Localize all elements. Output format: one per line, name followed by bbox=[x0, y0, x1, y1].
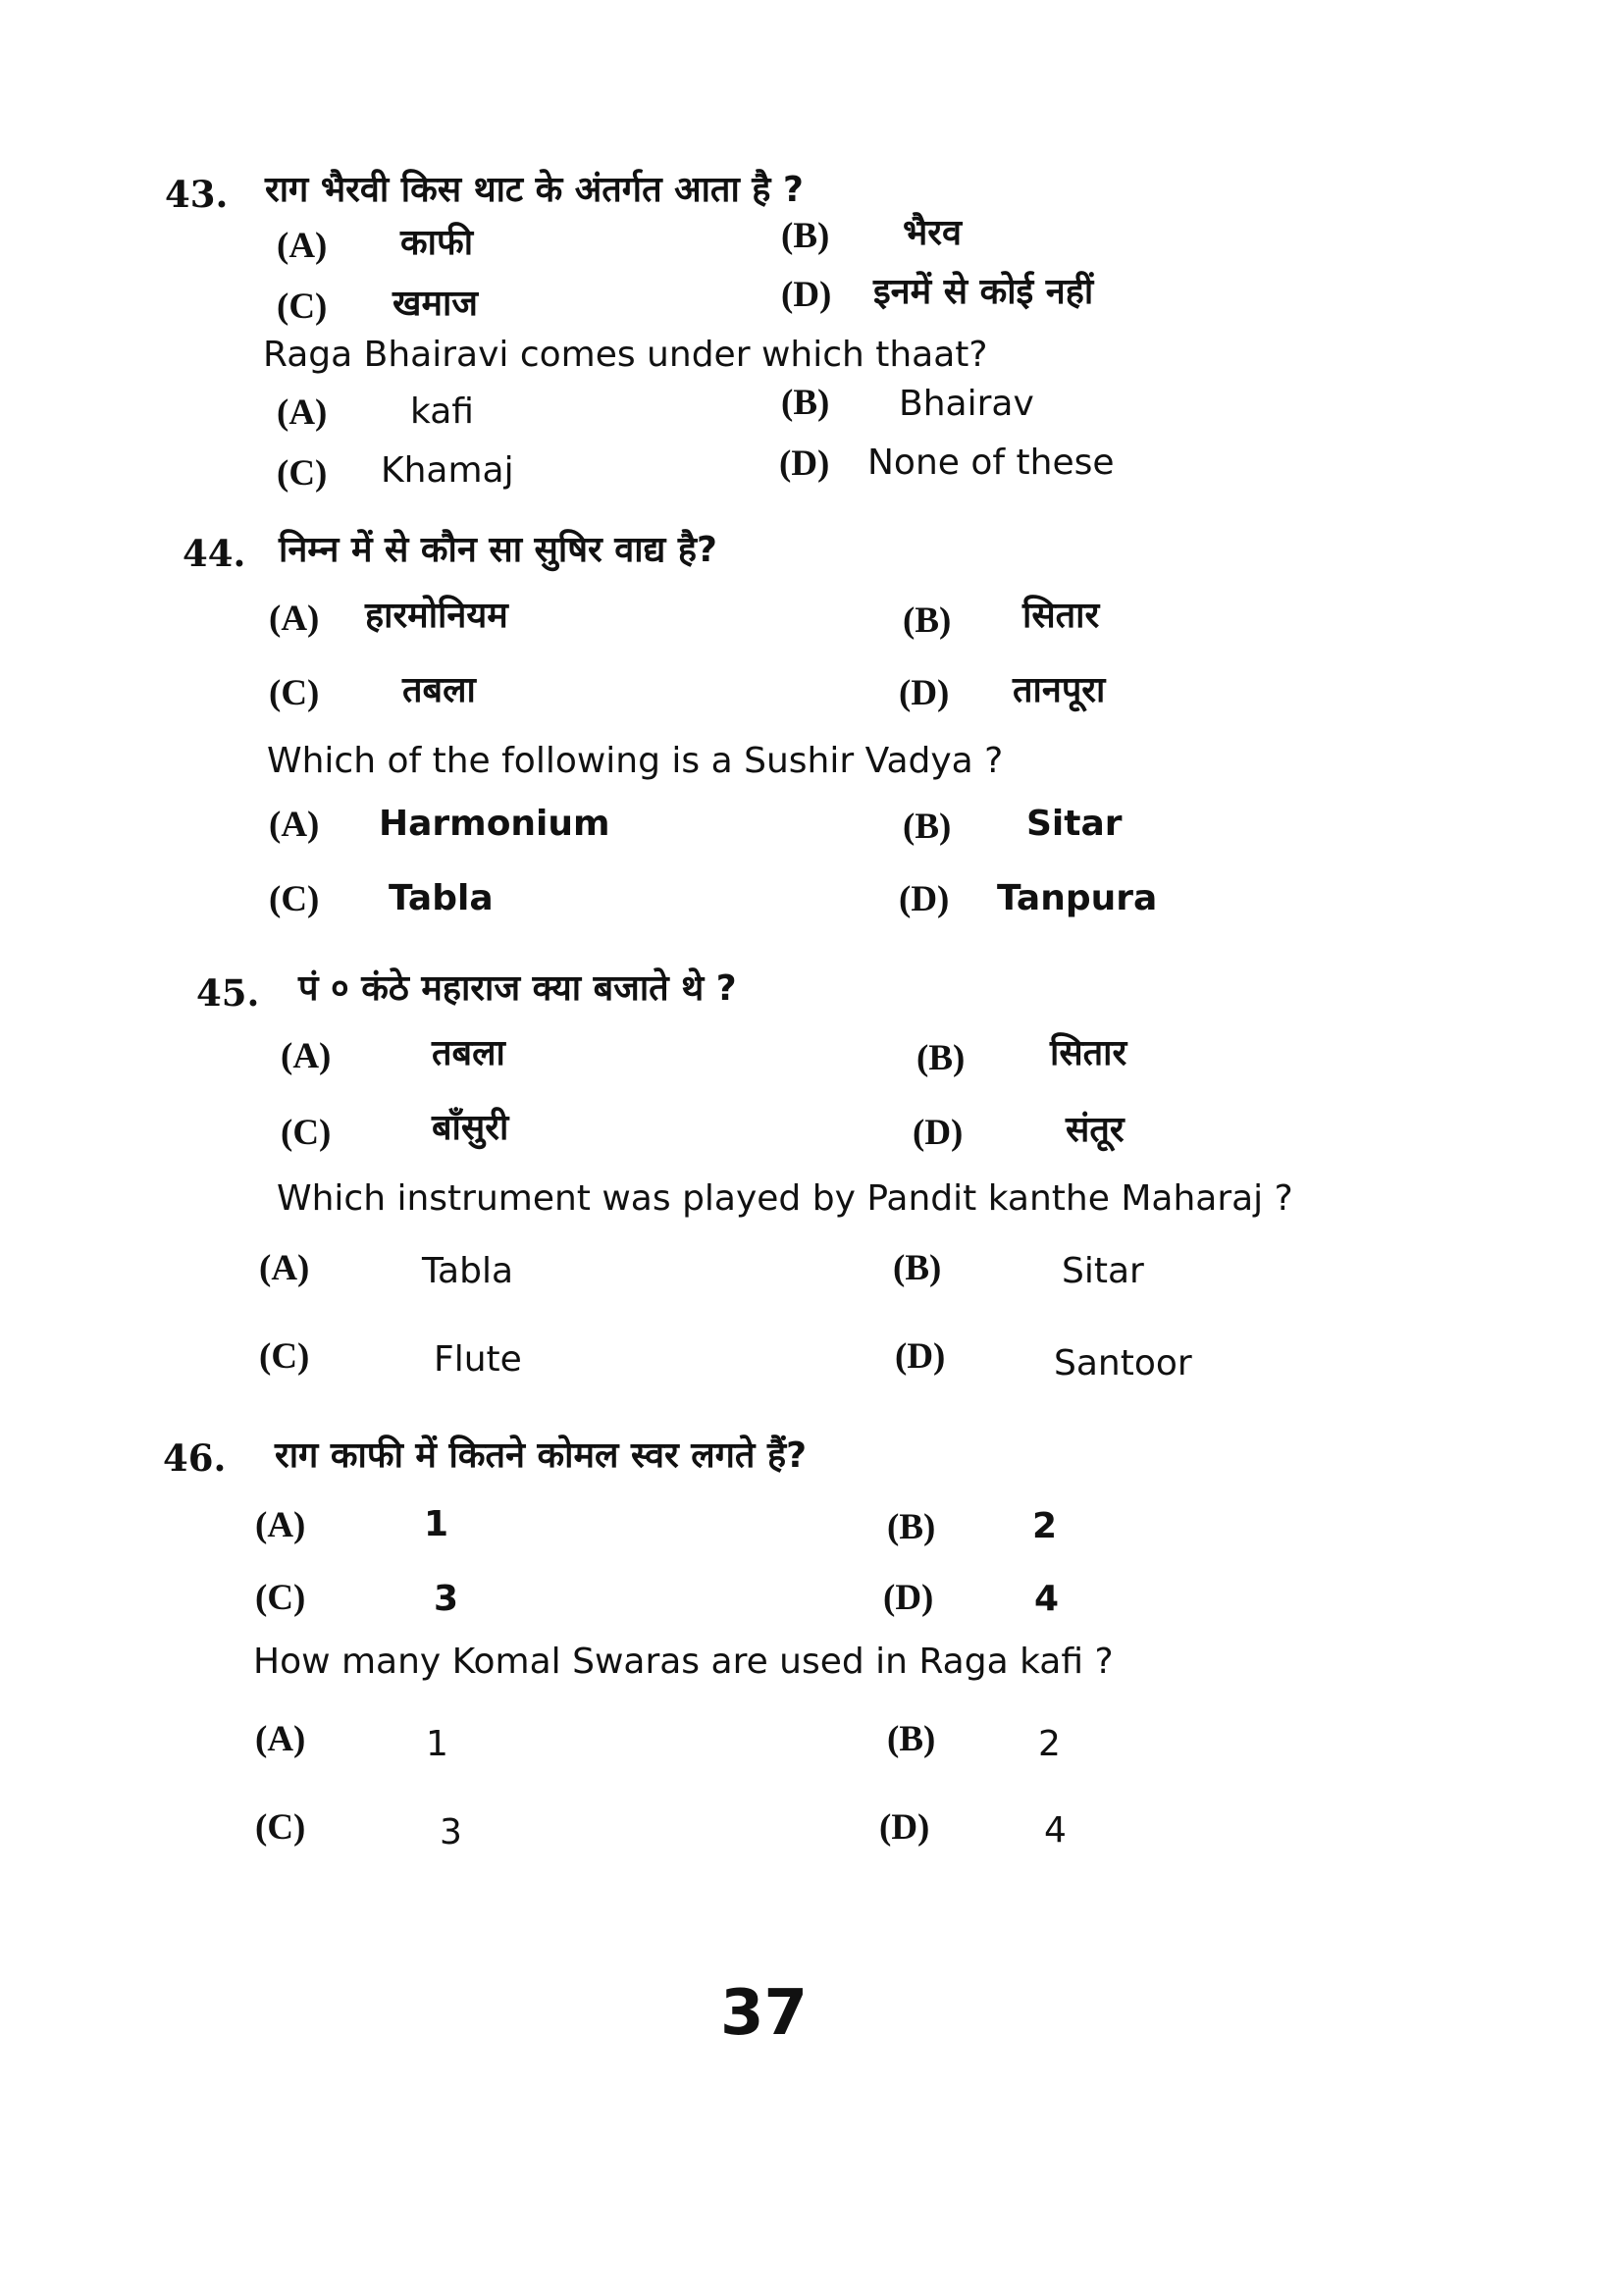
option-label: (A) bbox=[255, 1505, 306, 1545]
option-label: (B) bbox=[916, 1038, 966, 1078]
option-text: संतूर bbox=[1066, 1110, 1125, 1150]
option-label: (B) bbox=[781, 216, 830, 256]
option-text: सितार bbox=[1022, 596, 1100, 636]
question-text-hindi: राग काफी में कितने कोमल स्वर लगते हैं? bbox=[275, 1435, 807, 1476]
option-text: 2 bbox=[1038, 1724, 1061, 1764]
option-label: (B) bbox=[903, 807, 952, 847]
option-text: भैरव bbox=[903, 213, 963, 253]
option-text: तानपूरा bbox=[1013, 670, 1106, 710]
option-text: काफी bbox=[400, 223, 474, 263]
option-label: (D) bbox=[779, 444, 830, 484]
question-number: 44. bbox=[183, 532, 246, 575]
question-text-english: Raga Bhairavi comes under which thaat? bbox=[263, 335, 988, 375]
option-text: बाँसुरी bbox=[432, 1108, 509, 1148]
question-text-english: Which of the following is a Sushir Vadya ? bbox=[267, 741, 1004, 781]
option-label: (B) bbox=[781, 383, 830, 423]
option-text: Sitar bbox=[1062, 1251, 1144, 1291]
option-label: (C) bbox=[269, 673, 320, 713]
option-text: तबला bbox=[402, 670, 476, 710]
option-label: (A) bbox=[277, 392, 328, 433]
option-label: (D) bbox=[883, 1578, 934, 1618]
option-text: Flute bbox=[434, 1339, 522, 1380]
option-label: (C) bbox=[277, 287, 328, 327]
option-label: (A) bbox=[255, 1719, 306, 1759]
option-text: इनमें से कोई नहीं bbox=[873, 272, 1094, 312]
question-text-hindi: निम्न में से कौन सा सुषिर वाद्य है? bbox=[279, 530, 717, 570]
option-text: Tabla bbox=[422, 1251, 514, 1291]
option-text: Harmonium bbox=[379, 804, 610, 844]
option-text: तबला bbox=[432, 1033, 505, 1073]
question-text-english: How many Komal Swaras are used in Raga kafi ? bbox=[253, 1642, 1114, 1682]
option-label: (D) bbox=[899, 673, 950, 713]
option-label: (C) bbox=[255, 1578, 306, 1618]
option-label: (C) bbox=[269, 879, 320, 919]
option-text: खमाज bbox=[392, 284, 479, 324]
option-text: None of these bbox=[867, 443, 1115, 483]
option-label: (C) bbox=[281, 1113, 332, 1153]
option-text: Khamaj bbox=[381, 450, 514, 491]
option-label: (A) bbox=[281, 1036, 332, 1076]
option-label: (A) bbox=[277, 226, 328, 266]
question-text-hindi: पं ० कंठे महाराज क्या बजाते थे ? bbox=[298, 968, 737, 1009]
option-label: (C) bbox=[255, 1807, 306, 1848]
option-text: 3 bbox=[440, 1812, 462, 1852]
option-label: (A) bbox=[259, 1248, 310, 1288]
option-label: (D) bbox=[899, 879, 950, 919]
page-number: 37 bbox=[720, 1977, 809, 2050]
option-label: (D) bbox=[879, 1807, 930, 1848]
option-text: 4 bbox=[1044, 1810, 1067, 1851]
question-text-hindi: राग भैरवी किस थाट के अंतर्गत आता है ? bbox=[265, 170, 804, 210]
option-label: (D) bbox=[781, 275, 832, 315]
option-label: (D) bbox=[913, 1113, 964, 1153]
question-text-english: Which instrument was played by Pandit kanthe Maharaj ? bbox=[277, 1178, 1293, 1219]
option-label: (B) bbox=[893, 1248, 942, 1288]
option-label: (D) bbox=[895, 1336, 946, 1377]
option-text: Santoor bbox=[1054, 1343, 1192, 1383]
option-label: (C) bbox=[259, 1336, 310, 1377]
option-text: सितार bbox=[1050, 1033, 1127, 1073]
question-number: 43. bbox=[165, 173, 229, 216]
question-number: 46. bbox=[163, 1436, 227, 1480]
option-label: (B) bbox=[887, 1719, 936, 1759]
option-text: Bhairav bbox=[899, 384, 1034, 424]
option-text: हारमोनियम bbox=[365, 596, 508, 636]
question-number: 45. bbox=[196, 971, 260, 1015]
option-label: (C) bbox=[277, 453, 328, 494]
option-label: (A) bbox=[269, 805, 320, 845]
option-text: 1 bbox=[424, 1504, 449, 1544]
option-text: 2 bbox=[1032, 1506, 1058, 1546]
option-text: 1 bbox=[426, 1724, 448, 1764]
option-text: 3 bbox=[434, 1579, 459, 1619]
option-text: 4 bbox=[1034, 1579, 1060, 1619]
option-text: Sitar bbox=[1026, 804, 1123, 844]
option-text: Tanpura bbox=[997, 878, 1158, 918]
option-label: (B) bbox=[903, 600, 952, 641]
option-label: (A) bbox=[269, 599, 320, 639]
option-label: (B) bbox=[887, 1507, 936, 1547]
option-text: kafi bbox=[410, 391, 474, 432]
option-text: Tabla bbox=[389, 878, 494, 918]
